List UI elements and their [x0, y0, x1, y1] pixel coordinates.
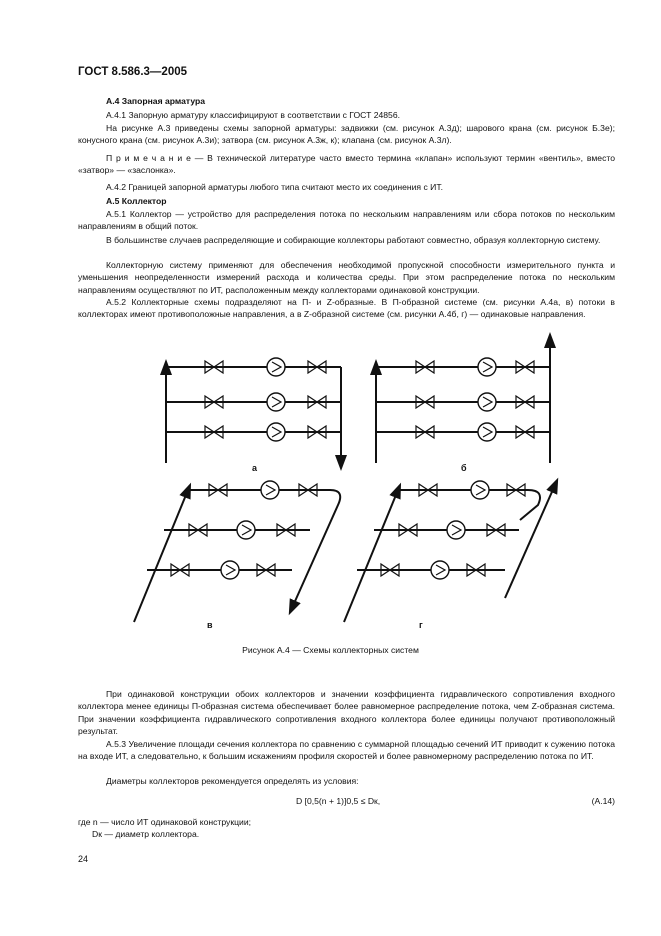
- section-a5-title: А.5 Коллектор: [106, 196, 167, 206]
- para-a4-1b: На рисунке А.3 приведены схемы запорной арматуры: задвижки (см. рисунок А.3д); шарового крана (см. рисунок Б.3е); конусного крана (см. рисунок А.3и); затвора (см. рисунок А.3ж, к); клапана (см. рисунок А.3л).: [78, 123, 615, 146]
- para-a5-1b: В большинстве случаев распределяющие и собирающие коллекторы работают совместно, образуя коллекторную систему.: [106, 235, 601, 245]
- formula-expression: D [0,5(n + 1)]0,5 ≤ Dк,: [296, 796, 381, 806]
- formula-number: (А.14): [591, 796, 615, 806]
- figure-label-g: г: [419, 620, 423, 630]
- figure-label-b: б: [461, 463, 467, 473]
- para-a4-1: А.4.1 Запорную арматуру классифицируют в соответствии с ГОСТ 24856.: [106, 110, 400, 120]
- section-a4-title: А.4 Запорная арматура: [106, 96, 206, 106]
- para-a5-1: А.5.1 Коллектор — устройство для распределения потока по нескольким направлениям или сбора потоков по нескольким направлениям в общий поток.: [78, 209, 615, 232]
- where-dk: Dк — диаметр коллектора.: [92, 829, 200, 839]
- para-a5-2: А.5.2 Коллекторные схемы подразделяют на П- и Z-образные. В П-образной системе (см. рисунки А.4а, в) потоки в коллекторах имеют противоположные направления, а в Z-образной системе (см. рисунки А.4б, г) — одинаковые направления.: [78, 297, 615, 320]
- para-diameters: Диаметры коллекторов рекомендуется определять из условия:: [106, 776, 359, 786]
- para-a5-3: А.5.3 Увеличение площади сечения коллектора по сравнению с суммарной площадью сечений ИТ приводит к сужению потока на входе ИТ, а следовательно, к большим искажениям профиля скоростей и более равномерному распределению потока по ИТ.: [78, 739, 615, 762]
- para-after-figure: При одинаковой конструкции обоих коллекторов и значении коэффициента гидравлического сопротивления входного коллектора менее единицы П-образная система обеспечивает более равномерное распределение потока, чем Z-образная система. При значении коэффициента гидравлического сопротивления входного коллектора более единицы получают противоположный результат.: [78, 689, 615, 737]
- page-number: 24: [78, 854, 89, 864]
- para-a4-2: А.4.2 Границей запорной арматуры любого типа считают место их соединения с ИТ.: [106, 182, 444, 192]
- where-n: где n — число ИТ одинаковой конструкции;: [78, 817, 252, 827]
- note: П р и м е ч а н и е — В технической литературе часто вместо термина «клапан» используют термин «вентиль», вместо «затвор» — «заслонка».: [78, 153, 615, 176]
- figure-label-v: в: [207, 620, 213, 630]
- para-a5-1c: Коллекторную систему применяют для обеспечения необходимой пропускной способности измерительного пункта и уменьшения неопределенности измерений расхода и количества среды. При этом распределение потока по нескольким направлениям осуществляют по ИТ, расположенным между коллекторами одинаковой конструкции.: [78, 260, 615, 295]
- figure-caption: Рисунок А.4 — Схемы коллекторных систем: [242, 645, 419, 655]
- figure-label-a: а: [252, 463, 258, 473]
- document-header: ГОСТ 8.586.3—2005: [78, 66, 188, 78]
